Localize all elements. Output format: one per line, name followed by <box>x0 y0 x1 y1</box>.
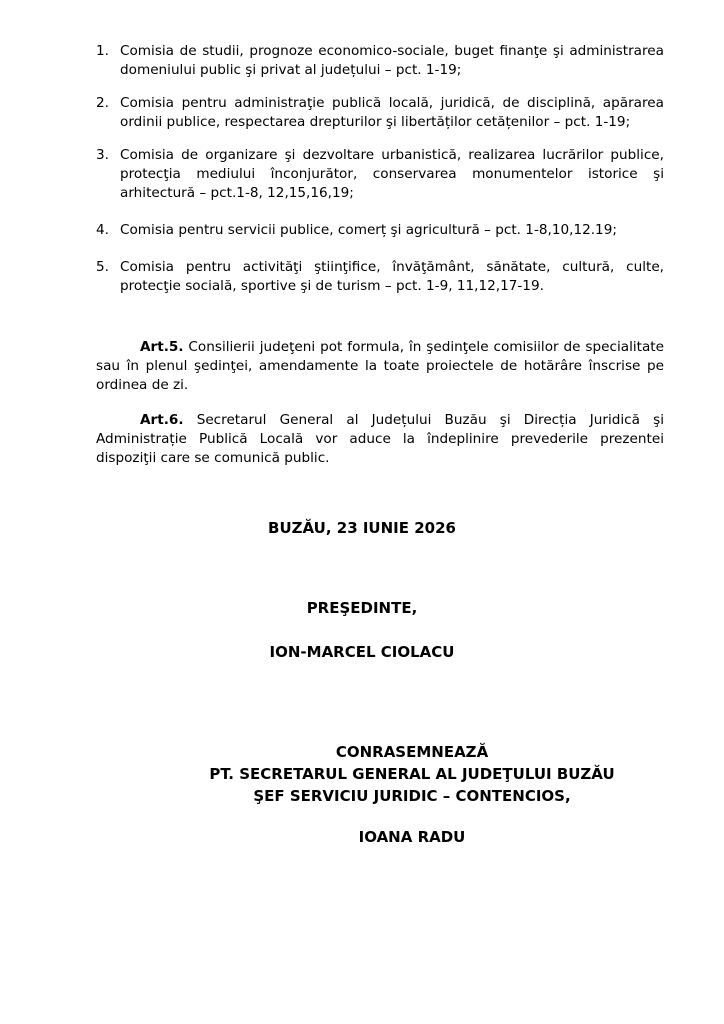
item-text: Comisia pentru administraţie publică locală, juridică, de disciplină, apărarea ordinii publice, respectarea drepturilor şi libertăților cetățenilor – pct. 1-19; <box>120 95 664 130</box>
list-item <box>96 42 664 80</box>
countersign-office: ŞEF SERVICIU JURIDIC – CONTENCIOS, <box>253 787 571 805</box>
article-text: Secretarul General al Județului Buzău şi Direcția Juridică şi Administrație Publică Locală vor aduce la îndeplinire prevederile prezentei dispoziţii care se comunică public. <box>96 412 664 466</box>
item-number: 5. <box>96 259 109 275</box>
item-text: Comisia de studii, prognoze economico-sociale, buget finanţe şi administrarea domeniului public şi privat al județului – pct. 1-19; <box>120 43 664 78</box>
countersign-heading: CONRASEMNEAZĂ <box>335 743 489 761</box>
item-text: Comisia pentru activităţi ştiinţifice, învăţământ, sănătate, cultură, culte, protecţie socială, sportive şi de turism – pct. 1-9, 11,12,17-19. <box>120 259 664 294</box>
article-6 <box>96 411 664 468</box>
list-item <box>96 146 664 203</box>
item-number: 1. <box>96 43 109 59</box>
president-name: ION-MARCEL CIOLACU <box>269 643 455 661</box>
item-number: 2. <box>96 95 109 111</box>
item-text: Comisia de organizare şi dezvoltare urbanistică, realizarea lucrărilor publice, protecţia mediului înconjurător, conservarea monumentelor istorice şi arhitectură – pct.1-8, 12,15,16,19; <box>120 147 664 201</box>
countersign-name: IOANA RADU <box>358 828 466 846</box>
item-number: 3. <box>96 147 109 163</box>
item-text: Comisia pentru servicii publice, comerț şi agricultură – pct. 1-8,10,12.19; <box>120 222 617 238</box>
president-title: PREŞEDINTE, <box>306 599 418 617</box>
committee-list <box>96 42 664 310</box>
list-item <box>96 221 664 240</box>
list-item <box>96 94 664 132</box>
list-item <box>96 258 664 296</box>
place-date: BUZĂU, 23 IUNIE 2026 <box>268 519 456 537</box>
countersign-block <box>150 741 674 807</box>
countersign-role: PT. SECRETARUL GENERAL AL JUDEŢULUI BUZĂU <box>209 765 615 783</box>
article-label: Art.6. <box>140 412 184 428</box>
article-text: Consilierii judeţeni pot formula, în şedinţele comisiilor de specialitate sau în plenul şedinţei, amendamente la toate proiectele de hotărâre înscrise pe ordinea de zi. <box>96 339 664 393</box>
article-label: Art.5. <box>140 339 184 355</box>
item-number: 4. <box>96 222 109 238</box>
article-5 <box>96 338 664 395</box>
